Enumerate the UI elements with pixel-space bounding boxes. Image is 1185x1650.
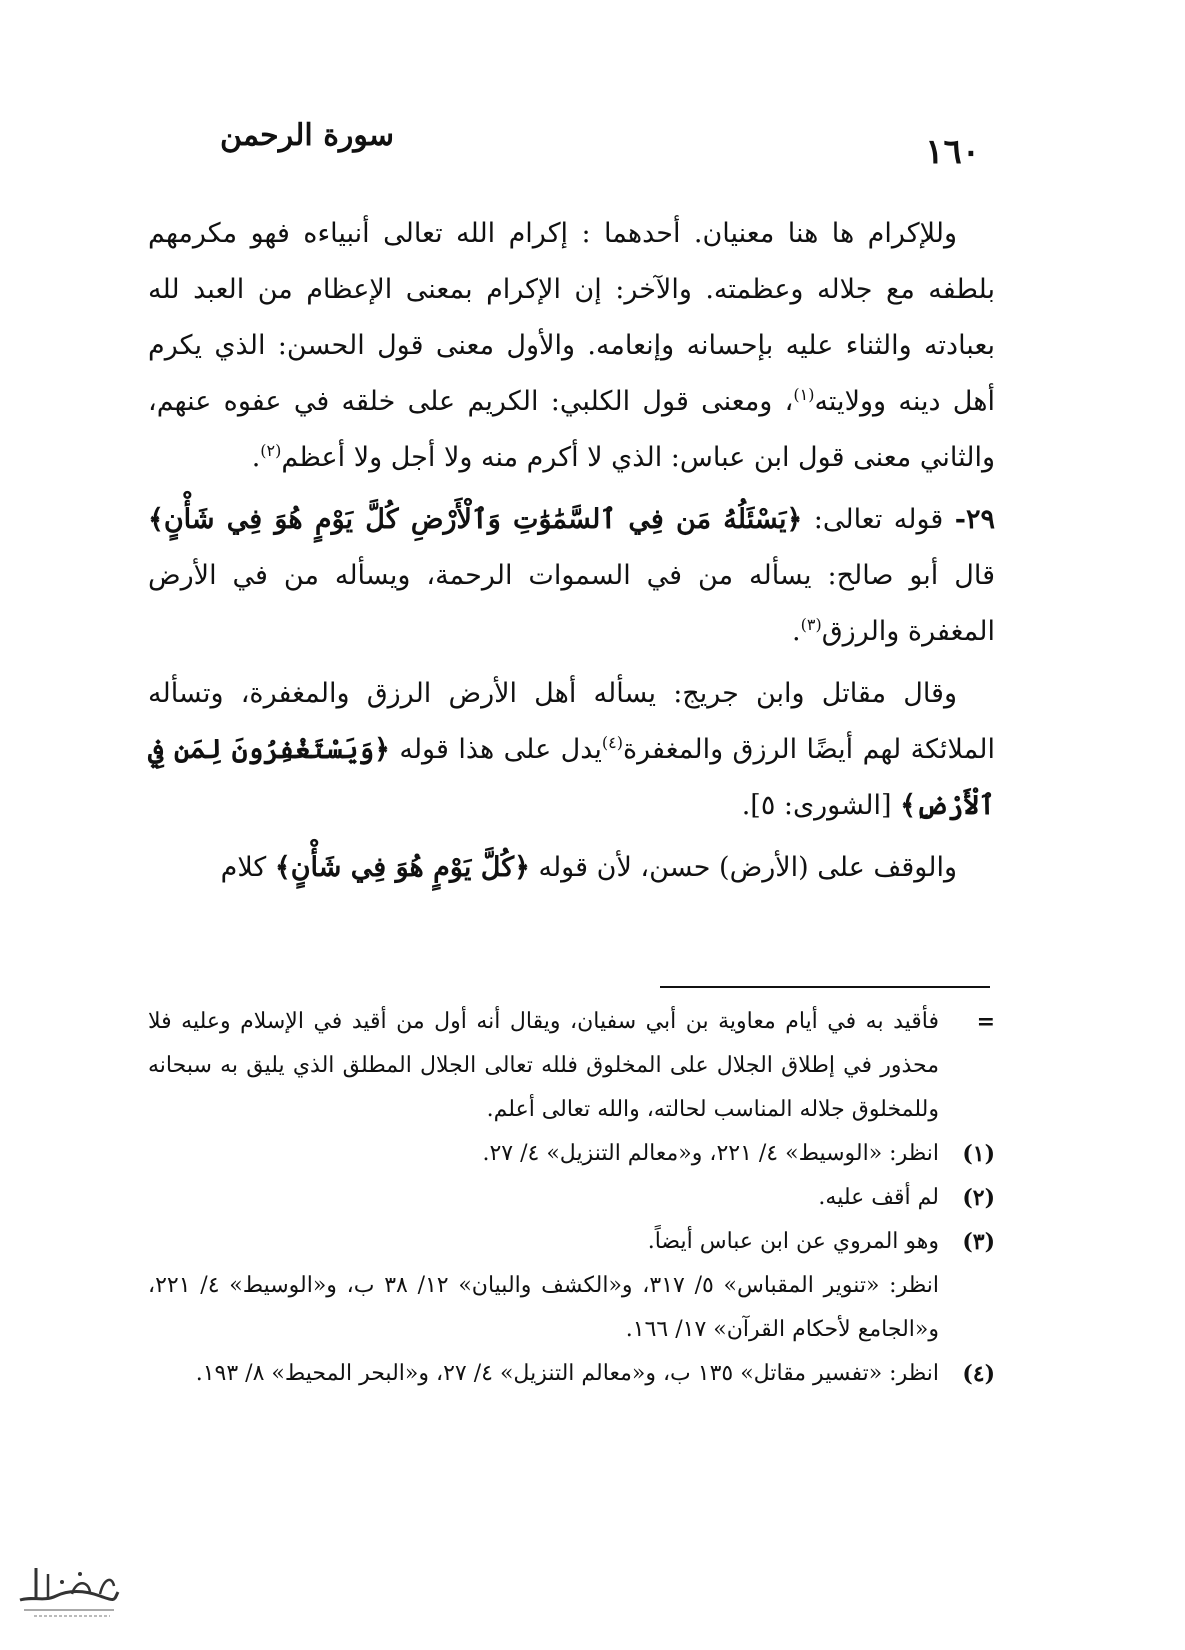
footnote-ref-2: (٢)	[260, 441, 282, 460]
paragraph-2	[148, 492, 995, 660]
paragraph-1-text-c: .	[251, 442, 261, 473]
footnote-ref-4: (٤)	[601, 733, 623, 752]
quran-bracket-close: ﴾	[274, 852, 291, 883]
paragraph-1	[148, 206, 995, 486]
paragraph-3	[148, 666, 995, 834]
footnote-marker: (١)	[962, 1141, 995, 1167]
paragraph-4	[148, 840, 995, 896]
footnote-text: انظر: «تفسير مقاتل» ١٣٥ ب، و«معالم التنزيل» ٤/ ٢٧، و«البحر المحيط» ٨/ ١٩٣.	[195, 1361, 939, 1386]
quran-verse-3: كُلَّ يَوْمٍ هُوَ فِي شَأْنٍ	[290, 852, 515, 883]
footnote-marker: (٤)	[962, 1361, 995, 1387]
quran-bracket-close: ﴾	[900, 790, 916, 821]
calligraphy-logo	[14, 1556, 124, 1622]
quran-bracket-open: ﴿	[514, 852, 530, 883]
running-title: سورة الرحمن	[220, 118, 395, 153]
footnote-continuation	[148, 1000, 995, 1132]
footnote-1	[148, 1132, 995, 1176]
paragraph-2-text-b: .	[792, 616, 801, 647]
footnote-marker: =	[976, 1009, 995, 1035]
quran-verse-2: وَيَسْتَغْفِرُونَ لِمَن فِي ٱلْأَرْضِ	[148, 734, 995, 821]
quran-bracket-open: ﴿	[374, 734, 390, 765]
quran-bracket-close: ﴾	[148, 504, 164, 535]
footnote-ref-3: (٣)	[800, 615, 822, 634]
quran-verse-1: يَسْئَلُهُ مَن فِي ٱلسَّمَٰوَٰتِ وَٱلْأَرْضِ كُلَّ يَوْمٍ هُوَ فِي شَأْنٍ	[163, 504, 787, 535]
footnote-4	[148, 1352, 995, 1396]
paragraph-3-text-a: وقال مقاتل وابن جريج: يسأله أهل الأرض الرزق والمغفرة، وتسأله الملائكة لهم أيضًا الرزق والمغفرة	[148, 678, 995, 765]
paragraph-4-text-b: كلام	[220, 852, 275, 883]
paragraph-2-lead: قوله تعالى:	[802, 504, 955, 535]
footnote-divider	[660, 986, 990, 988]
paragraph-1-text-a: وللإكرام ها هنا معنيان. أحدهما : إكرام الله تعالى أنبياءه فهو مكرمهم بلطفه مع جلاله وعظمته. والآخر: إن الإكرام بمعنى الإعظام من العبد لله بعبادته والثناء عليه بإحسانه وإنعامه. والأول معنى قول الحسن: الذي يكرم أهل دينه وولايته	[148, 218, 995, 417]
footnote-ref-1: (١)	[793, 385, 815, 404]
page-header	[160, 110, 980, 170]
footnote-text: انظر: «تنوير المقباس» ٥/ ٣١٧، و«الكشف والبيان» ١٢/ ٣٨ ب، و«الوسيط» ٤/ ٢٢١، و«الجامع لأحكام القرآن» ١٧/ ١٦٦.	[148, 1273, 939, 1342]
footnote-text: وهو المروي عن ابن عباس أيضاً.	[647, 1229, 939, 1254]
paragraph-4-text-a: والوقف على (الأرض) حسن، لأن قوله	[529, 852, 957, 883]
footnote-text: فأقيد به في أيام معاوية بن أبي سفيان، ويقال أنه أول من أقيد في الإسلام وعليه فلا محذور في إطلاق الجلال على المخلوق فلله تعالى الجلال المطلق الذي يليق به سبحانه وللمخلوق جلاله المناسب لحالته، والله تعالى أعلم.	[148, 1009, 939, 1122]
quran-bracket-open: ﴿	[786, 504, 803, 535]
paragraph-2-text-a: قال أبو صالح: يسأله من في السموات الرحمة، ويسأله من في الأرض المغفرة والرزق	[148, 560, 995, 647]
footnote-text: انظر: «الوسيط» ٤/ ٢٢١، و«معالم التنزيل» ٤/ ٢٧.	[482, 1141, 939, 1166]
footnote-3	[148, 1220, 995, 1352]
footnote-text: لم أقف عليه.	[818, 1185, 939, 1210]
paragraph-1-text-b: ، ومعنى قول الكلبي: الكريم على خلقه في عفوه عنهم، والثاني معنى قول ابن عباس: الذي لا أكرم منه ولا أجل ولا أعظم	[148, 386, 995, 473]
page-number: ١٦٠	[925, 132, 980, 172]
paragraph-3-text-c: [الشورى: ٥].	[741, 790, 901, 821]
paragraph-3-text-b: يدل على هذا قوله	[389, 734, 602, 765]
footnote-marker: (٢)	[962, 1185, 995, 1211]
footnote-marker: (٣)	[962, 1229, 995, 1255]
footnotes	[148, 1000, 995, 1396]
verse-number: ٢٩-	[954, 504, 995, 535]
main-text	[148, 206, 995, 902]
footnote-2	[148, 1176, 995, 1220]
